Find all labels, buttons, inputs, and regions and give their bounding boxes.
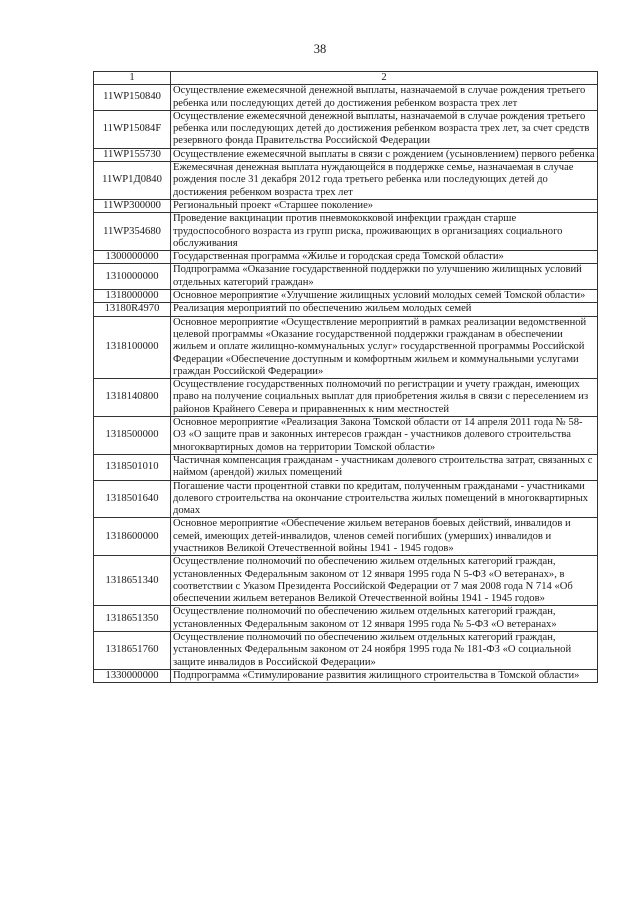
page-number: 38 (313, 42, 327, 56)
row-code: 11WP1Д0840 (94, 162, 171, 200)
row-code: 13180R4970 (94, 303, 171, 316)
row-code: 1300000000 (94, 251, 171, 264)
table-row (94, 454, 598, 480)
table-row (94, 148, 598, 161)
row-code: 1318100000 (94, 316, 171, 378)
row-name: Государственная программа «Жилье и городская среда Томской области» (171, 251, 598, 264)
row-name: Региональный проект «Старшее поколение» (171, 199, 598, 212)
row-code: 1318651760 (94, 632, 171, 670)
row-name: Осуществление ежемесячной денежной выплаты, назначаемой в случае рождения третьего ребенка или последующих детей до достижения ребенком возраста трех лет, за счет средств резервного фонда Правительства Российской Федерации (171, 110, 598, 148)
row-code: 11WP300000 (94, 199, 171, 212)
row-name: Подпрограмма «Оказание государственной поддержки по улучшению жилищных условий отдельных категорий граждан» (171, 264, 598, 290)
row-code: 11WP155730 (94, 148, 171, 161)
column-header-code: 1 (94, 72, 171, 85)
row-name: Осуществление ежемесячной выплаты в связи с рождением (усыновлением) первого ребенка (171, 148, 598, 161)
table-row (94, 518, 598, 556)
table-row (94, 669, 598, 682)
row-code: 1318651350 (94, 606, 171, 632)
row-name: Осуществление ежемесячной денежной выплаты, назначаемой в случае рождения третьего ребенка или последующих детей до достижения ребенком возраста трех лет (171, 85, 598, 111)
row-name: Основное мероприятие «Обеспечение жильем ветеранов боевых действий, инвалидов и семей, имеющих детей-инвалидов, членов семей погибших (умерших) инвалидов и участников Великой Отечественной войны 1941 - 1945 годов» (171, 518, 598, 556)
row-code: 1330000000 (94, 669, 171, 682)
row-name: Основное мероприятие «Реализация Закона Томской области от 14 апреля 2011 года № 58-ОЗ «О защите прав и законных интересов граждан - участников долевого строительства многоквартирных домов на территории Томской области» (171, 417, 598, 455)
row-code: 11WP354680 (94, 213, 171, 251)
row-code: 11WP150840 (94, 85, 171, 111)
table-row (94, 251, 598, 264)
table-row (94, 316, 598, 378)
row-name: Осуществление полномочий по обеспечению жильем отдельных категорий граждан, установленных Федеральным законом от 12 января 1995 года N 5-ФЗ «О ветеранах», в соответствии с Указом Президента Российской Федерации от 7 мая 2008 года N 714 «Об обеспечении жильем ветеранов Великой Отечественной войны 1941 - 1945 годов» (171, 556, 598, 606)
row-code: 1318500000 (94, 417, 171, 455)
row-code: 1318140800 (94, 379, 171, 417)
row-name: Осуществление полномочий по обеспечению жильем отдельных категорий граждан, установленных Федеральным законом от 24 ноября 1995 года № 181-ФЗ «О социальной защите инвалидов в Российской Федерации» (171, 632, 598, 670)
row-code: 1310000000 (94, 264, 171, 290)
table-row (94, 606, 598, 632)
table-row (94, 213, 598, 251)
row-code: 11WP15084F (94, 110, 171, 148)
table-row (94, 199, 598, 212)
table-header-row (94, 72, 598, 85)
row-name: Проведение вакцинации против пневмококковой инфекции граждан старше трудоспособного возраста из групп риска, проживающих в организациях социального обслуживания (171, 213, 598, 251)
table-row (94, 110, 598, 148)
row-code: 1318651340 (94, 556, 171, 606)
row-code: 1318000000 (94, 290, 171, 303)
row-name: Частичная компенсация гражданам - участникам долевого строительства затрат, связанных с наймом (арендой) жилых помещений (171, 454, 598, 480)
table-row (94, 632, 598, 670)
budget-classification-table (93, 71, 598, 683)
row-name: Осуществление государственных полномочий по регистрации и учету граждан, имеющих право на получение социальных выплат для приобретения жилья в связи с переселением из районов Крайнего Севера и приравненных к ним местностей (171, 379, 598, 417)
row-name: Подпрограмма «Стимулирование развития жилищного строительства в Томской области» (171, 669, 598, 682)
table-row (94, 264, 598, 290)
row-name: Осуществление полномочий по обеспечению жильем отдельных категорий граждан, установленных Федеральным законом от 12 января 1995 года № 5-ФЗ «О ветеранах» (171, 606, 598, 632)
table-row (94, 303, 598, 316)
row-code: 1318501640 (94, 480, 171, 518)
row-name: Основное мероприятие «Улучшение жилищных условий молодых семей Томской области» (171, 290, 598, 303)
row-name: Погашение части процентной ставки по кредитам, полученным гражданами - участниками долевого строительства на окончание строительства жилых помещений в многоквартирных домах (171, 480, 598, 518)
table-row (94, 480, 598, 518)
row-code: 1318501010 (94, 454, 171, 480)
table-row (94, 85, 598, 111)
row-name: Ежемесячная денежная выплата нуждающейся в поддержке семье, назначаемая в случае рождения после 31 декабря 2012 года третьего ребенка или последующих детей до достижения ребенком возраста трех лет (171, 162, 598, 200)
table-row (94, 162, 598, 200)
column-header-name: 2 (171, 72, 598, 85)
table-row (94, 379, 598, 417)
table-row (94, 290, 598, 303)
row-name: Реализация мероприятий по обеспечению жильем молодых семей (171, 303, 598, 316)
row-name: Основное мероприятие «Осуществление мероприятий в рамках реализации ведомственной целевой программы «Оказание государственной поддержки гражданам в обеспечении жильем и оплате жилищно-коммунальных услуг» государственной программы Российской Федерации «Обеспечение доступным и комфортным жильем и коммунальными услугами граждан Российской Федерации» (171, 316, 598, 378)
table-row (94, 417, 598, 455)
table-body (94, 85, 598, 683)
row-code: 1318600000 (94, 518, 171, 556)
table-row (94, 556, 598, 606)
